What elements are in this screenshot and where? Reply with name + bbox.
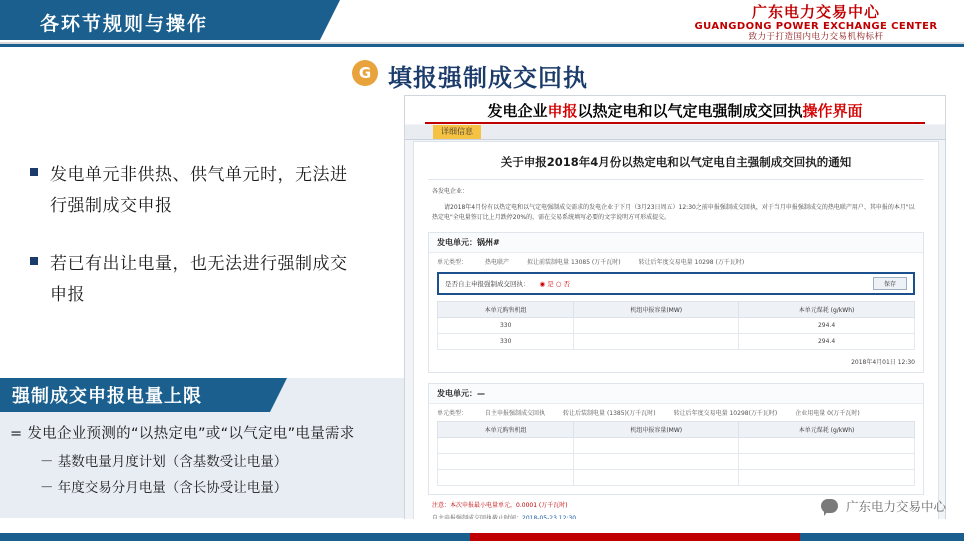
unit-1-timestamp: 2018年4月01日 12:30 (851, 358, 915, 366)
wechat-label: 广东电力交易中心 (845, 499, 946, 514)
unit-2-fields (429, 404, 923, 421)
brand-name-cn: 广东电力交易中心 (751, 3, 880, 21)
table-header-row (438, 301, 915, 317)
caption-part-red-1: 申报 (547, 101, 578, 120)
notice-text: 本次申报最小电量单元， (450, 502, 517, 510)
header-divider-blue (0, 44, 964, 47)
page-title: 填报强制成交回执 (388, 64, 588, 92)
bullet-text: 发电单元非供热、供气单元时，无法进行强制成交申报 (50, 165, 348, 217)
forced-trade-receipt-radio[interactable]: ◉ 是 ○ 否 (539, 279, 571, 288)
unit-2-header (429, 384, 923, 404)
brand-block (686, 4, 946, 43)
unit-2-value: — (477, 389, 485, 399)
unit-2-field-2: 转让后年度交易电量 10298(万千瓦时) (673, 410, 778, 418)
brand-slogan: 致力于打造国内电力交易机构标杆 (748, 31, 884, 42)
slide-badge: G (352, 60, 378, 86)
bullet-list (30, 160, 360, 338)
unit-2-field-1: 转让后装制电量 (1385)(万千瓦时) (563, 410, 656, 418)
bullet-marker-icon (30, 257, 38, 265)
unit-2-col-1: 本单元购售机组 (438, 422, 574, 438)
unit-1-field-2: 转让后年度交易电量 10298 (万千瓦时) (638, 258, 745, 266)
table-row (438, 470, 915, 486)
table-row (438, 438, 915, 454)
cell[interactable] (739, 454, 915, 470)
bullet-marker-icon (30, 168, 38, 176)
table-row (438, 317, 915, 333)
screenshot-panel (404, 95, 946, 527)
list-item (30, 249, 360, 312)
cell[interactable] (739, 438, 915, 454)
section-banner (0, 0, 320, 40)
notice-prefix: 注意： (432, 502, 451, 510)
generation-unit-1 (428, 232, 924, 373)
footer-segment-blue-left (0, 533, 470, 541)
unit-2-field-3: 企业用电量 0(万千瓦时) (795, 410, 860, 418)
cell: 294.4 (739, 317, 915, 333)
unit-2-col-3: 本单元煤耗 (g/kWh) (739, 422, 915, 438)
wechat-footer (821, 497, 946, 515)
unit-2-type-label: 单元类型： (437, 410, 468, 418)
unit-1-type-value: 热电联产 (485, 258, 510, 266)
banner-title: 各环节规则与操作 (40, 13, 209, 35)
unit-2-type-value: 自主申报强制成交回执 (485, 410, 546, 418)
cell[interactable] (574, 438, 739, 454)
unit-1-fields (429, 253, 923, 270)
unit-2-table (437, 421, 915, 486)
unit-1-header (429, 233, 923, 253)
cell[interactable] (574, 454, 739, 470)
forced-trade-receipt-label: 是否自主申报强制成交回执： (445, 279, 530, 288)
save-button[interactable]: 保存 (873, 277, 907, 290)
cell[interactable] (438, 438, 574, 454)
cell: 330 (438, 317, 574, 333)
caption-part-red-2: 操作界面 (802, 101, 863, 120)
unit-1-col-1: 本单元购售机组 (438, 301, 574, 317)
unit-1-table (437, 301, 915, 350)
notice-value: 0.0001 (万千瓦时) (516, 502, 568, 510)
unit-1-value: 锅州# (477, 237, 500, 247)
bullet-text: 若已有出让电量，也无法进行强制成交申报 (50, 253, 348, 306)
table-row (438, 333, 915, 349)
formula-box-title: 强制成交申报电量上限 (0, 378, 270, 412)
table-row (438, 454, 915, 470)
forced-trade-receipt-selector[interactable] (437, 272, 915, 295)
wechat-icon (821, 499, 838, 513)
document-salutation: 各发电企业： (432, 188, 469, 195)
unit-1-field-1: 拟让前装制电量 13085 (万千瓦时) (527, 258, 621, 266)
footer-segment-red (470, 533, 800, 541)
generation-unit-2 (428, 383, 924, 495)
formula-line-2: － 基数电量月度计划（含基数受让电量） (40, 454, 288, 470)
formula-line-3: － 年度交易分月电量（含长协受让电量） (40, 480, 288, 496)
cell: 330 (438, 333, 574, 349)
unit-1-type-label: 单元类型： (437, 258, 468, 266)
cell[interactable] (739, 470, 915, 486)
unit-1-col-2: 机组申报容量(MW) (574, 301, 739, 317)
document-divider (428, 179, 924, 180)
caption-underline (425, 122, 925, 124)
tab-detail-info[interactable]: 详细信息 (433, 125, 481, 139)
footer-segment-blue-right (800, 533, 964, 541)
formula-line-1: = 发电企业预测的“以热定电”或“以气定电”电量需求 (10, 426, 355, 442)
document-paragraph: 请2018年4月份有以热定电和以气定电强制成交需求的发电企业于下月（3月23日周五）12:30之前申报强制成交回执，对于当月申报强制成交的热电联产用户、其申报的本月"以热定电"全电量签订比上月跌停20%的，需在交易系统填写必要的文字说明方可形成提交。 (432, 204, 915, 221)
brand-name-en: GUANGDONG POWER EXCHANGE CENTER (694, 21, 938, 33)
document-title: 关于申报2018年4月份以热定电和以气定电自主强制成交回执的通知 (500, 155, 852, 169)
cell[interactable] (438, 470, 574, 486)
caption-part-1: 发电企业 (487, 101, 548, 120)
unit-2-col-2: 机组申报容量(MW) (574, 422, 739, 438)
screenshot-caption (405, 96, 945, 124)
cell[interactable] (574, 317, 739, 333)
footer-bar (0, 519, 964, 541)
caption-part-2: 以热定电和以气定电强制成交回执 (577, 101, 803, 120)
cell[interactable] (574, 333, 739, 349)
cell[interactable] (438, 454, 574, 470)
cell: 294.4 (739, 333, 915, 349)
unit-1-label: 发电单元： (437, 237, 477, 247)
unit-2-label: 发电单元： (437, 389, 477, 399)
table-header-row (438, 422, 915, 438)
list-item (30, 160, 360, 223)
document-body (413, 141, 939, 521)
tab-strip (405, 125, 945, 140)
cell[interactable] (574, 470, 739, 486)
unit-1-col-3: 本单元煤耗 (g/kWh) (739, 301, 915, 317)
